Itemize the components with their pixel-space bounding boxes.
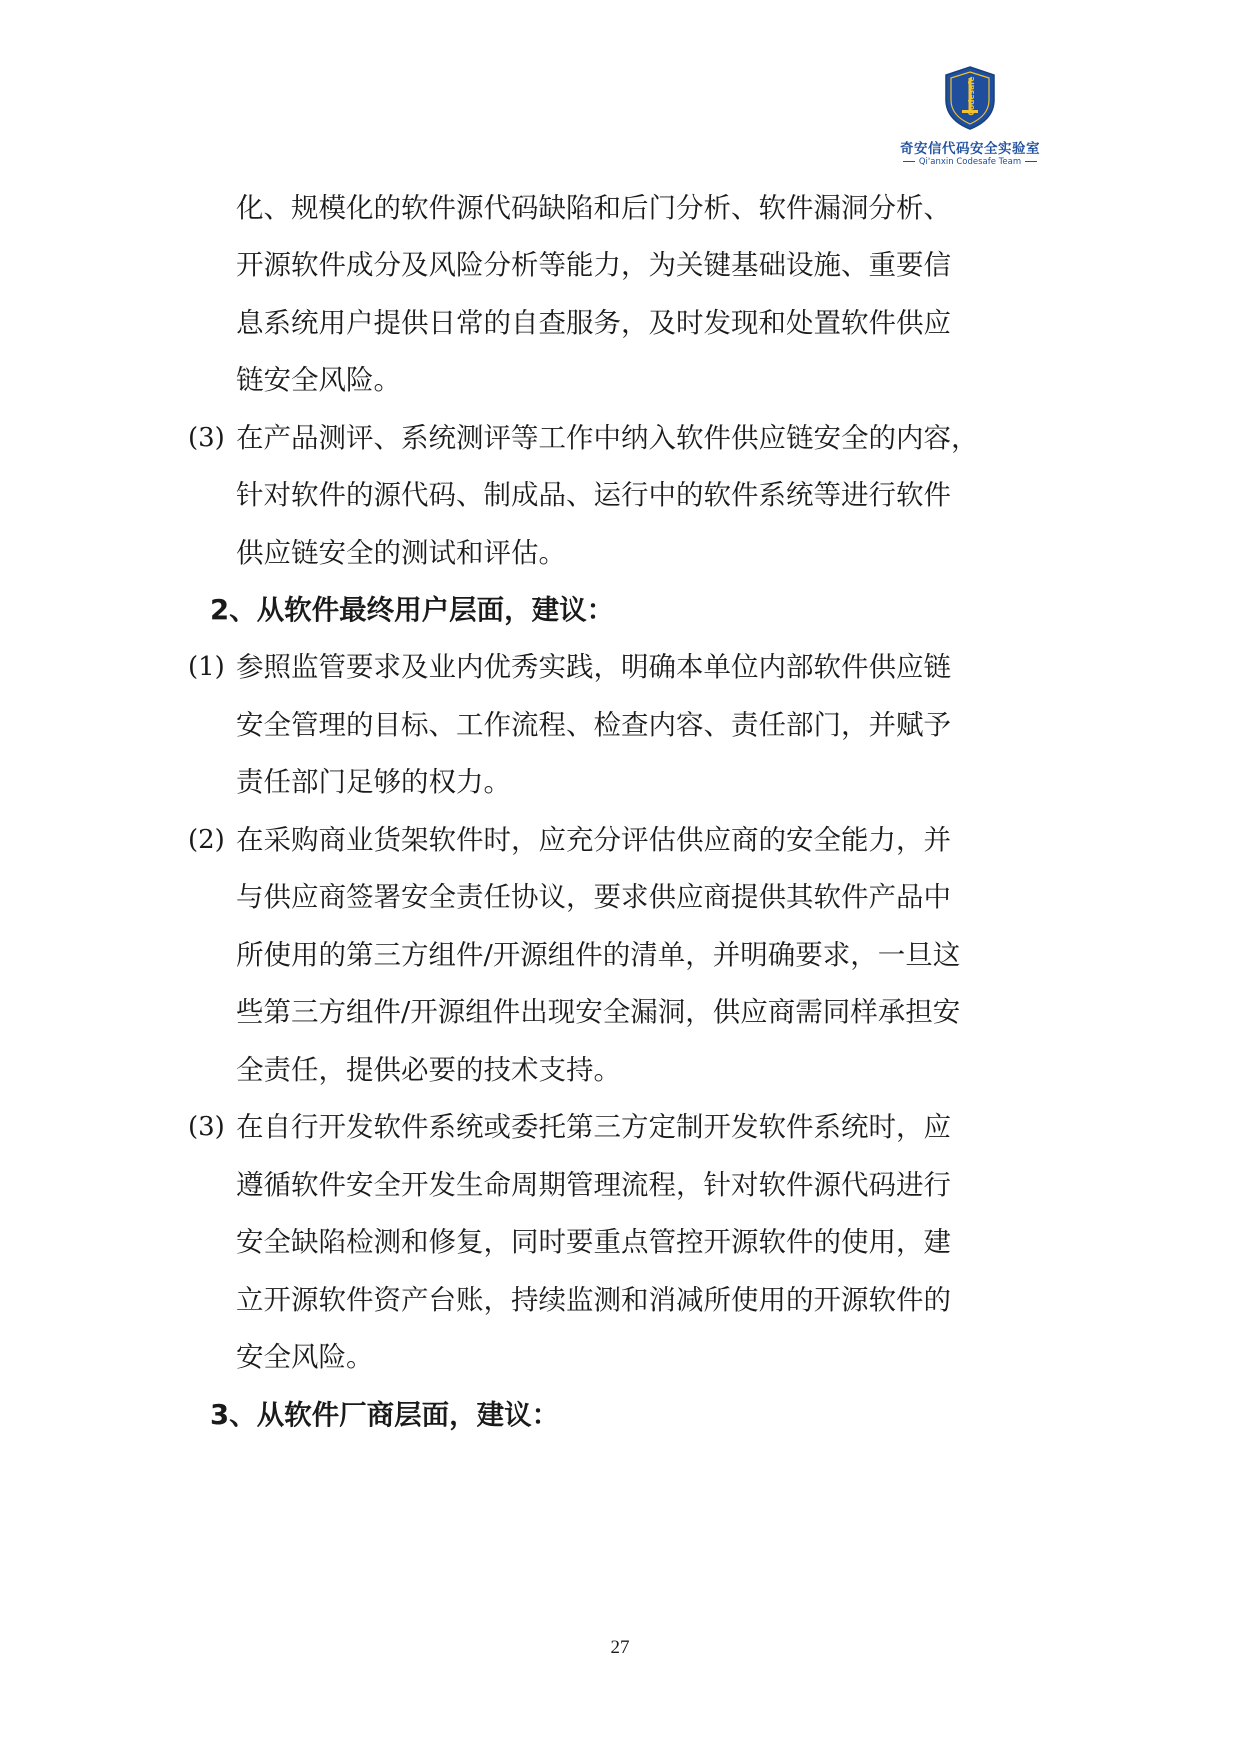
text-line: 息系统用户提供日常的自查服务，及时发现和处置软件供应 [236,307,951,339]
text-line: 开源软件成分及风险分析等能力，为关键基础设施、重要信 [236,249,951,281]
text-line: 在产品测评、系统测评等工作中纳入软件供应链安全的内容， [236,422,979,454]
list-marker: (3) [188,423,225,453]
text-line: 安全缺陷检测和修复，同时要重点管控开源软件的使用，建 [236,1226,951,1258]
text-line: 责任部门足够的权力。 [236,766,511,798]
page-number: 27 [610,1637,630,1658]
section-heading: 3、从软件厂商层面，建议： [210,1399,560,1431]
shield-logo-icon [944,66,996,130]
text-line: 全责任，提供必要的技术支持。 [236,1054,621,1086]
text-line: 些第三方组件/开源组件出现安全漏洞，供应商需同样承担安 [236,996,961,1028]
text-line: 所使用的第三方组件/开源组件的清单，并明确要求，一旦这 [236,939,961,971]
list-item-line [188,820,1036,860]
list-item-line [188,647,1036,687]
text-line: 在自行开发软件系统或委托第三方定制开发软件系统时，应 [236,1111,951,1143]
text-line: 链安全风险。 [236,364,401,396]
org-subtitle-row [870,157,1070,167]
text-line: 参照监管要求及业内优秀实践，明确本单位内部软件供应链 [236,651,951,683]
text-line: 针对软件的源代码、制成品、运行中的软件系统等进行软件 [236,479,951,511]
section-heading: 2、从软件最终用户层面，建议： [210,594,615,626]
list-marker: (2) [188,825,225,855]
text-line: 在采购商业货架软件时，应充分评估供应商的安全能力，并 [236,824,951,856]
header-logo [870,62,1070,172]
text-line: 与供应商签署安全责任协议，要求供应商提供其软件产品中 [236,881,951,913]
text-line: 安全管理的目标、工作流程、检查内容、责任部门，并赋予 [236,709,951,741]
list-marker: (1) [188,652,225,682]
org-name: 奇安信代码安全实验室 [900,141,1040,157]
org-subtitle: Qi'anxin Codesafe Team [918,157,1022,167]
text-line: 遵循软件安全开发生命周期管理流程，针对软件源代码进行 [236,1169,951,1201]
text-line: 立开源软件资产台账，持续监测和消减所使用的开源软件的 [236,1284,951,1316]
text-line: 供应链安全的测试和评估。 [236,537,566,569]
shield-logo-text: Codesafe [967,76,976,116]
list-marker: (3) [188,1112,225,1142]
list-item-line [188,1107,1036,1147]
text-line: 安全风险。 [236,1341,374,1373]
list-item-line [188,418,1036,458]
text-line: 化、规模化的软件源代码缺陷和后门分析、软件漏洞分析、 [236,192,951,224]
